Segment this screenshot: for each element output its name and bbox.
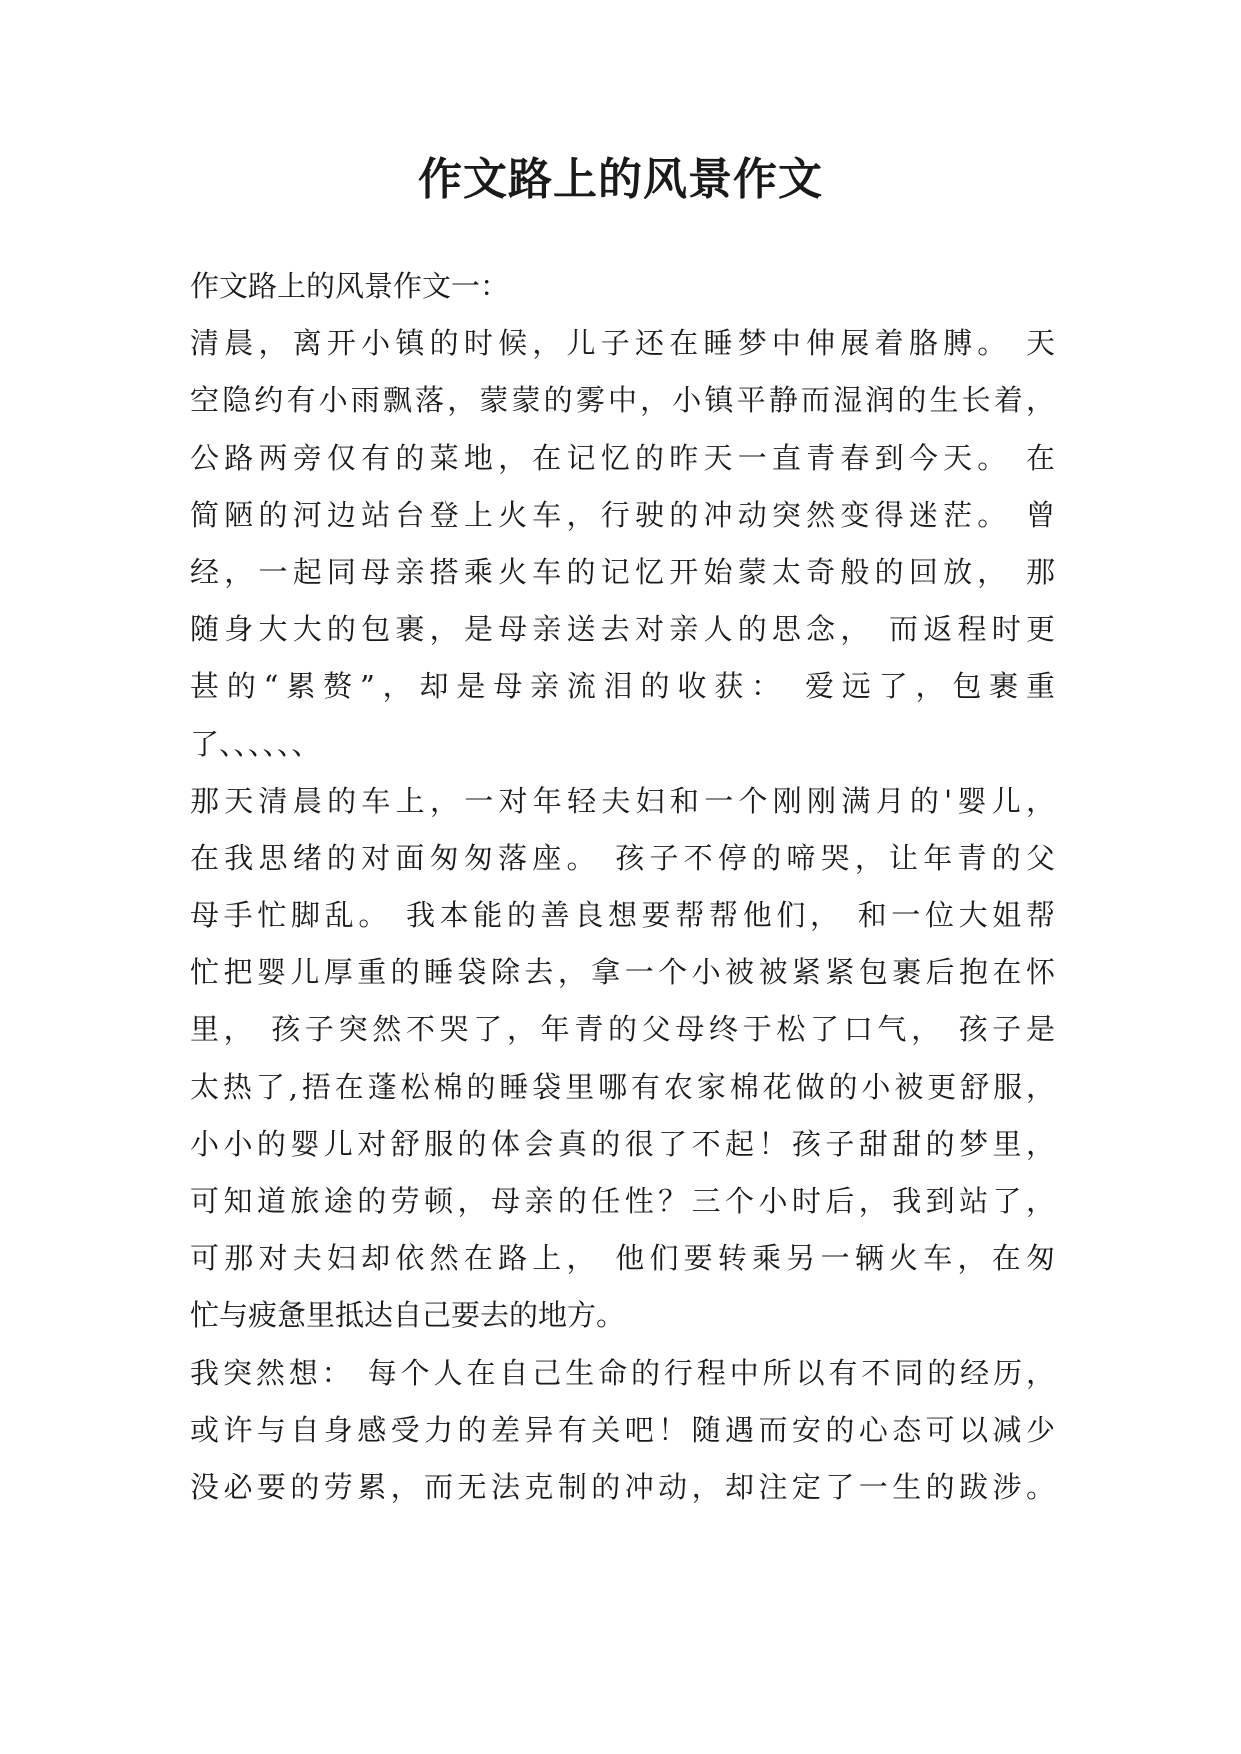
text-line: 了、、、、、、 — [190, 726, 321, 761]
text-line: 小小的婴儿对舒服的体会真的很了不起！孩子甜甜的梦里， — [190, 1126, 1055, 1161]
document-body — [190, 258, 1055, 1516]
text-line: 可那对夫妇却依然在路上， 他们要转乘另一辆火车，在匆 — [190, 1241, 1055, 1276]
text-line: 清晨，离开小镇的时候，儿子还在睡梦中伸展着胳膊。 天 — [190, 326, 1055, 361]
text-line: 或许与自身感受力的差异有关吧！随遇而安的心态可以减少 — [190, 1412, 1055, 1447]
text-line: 忙与疲惫里抵达自己要去的地方。 — [190, 1298, 626, 1333]
text-line: 作文路上的风景作文一： — [190, 269, 510, 303]
text-line: 简陋的河边站台登上火车，行驶的冲动突然变得迷茫。 曾 — [190, 497, 1055, 532]
text-line: 太热了,捂在蓬松棉的睡袋里哪有农家棉花做的小被更舒服， — [190, 1069, 1055, 1104]
text-line: 母手忙脚乱。 我本能的善良想要帮帮他们， 和一位大姐帮 — [190, 898, 1055, 933]
text-line: 里， 孩子突然不哭了，年青的父母终于松了口气， 孩子是 — [190, 1012, 1055, 1047]
text-line: 可知道旅途的劳顿，母亲的任性？三个小时后，我到站了， — [190, 1184, 1055, 1218]
text-line: 甚的“累赘”，却是母亲流泪的收获： 爱远了，包裹重 — [190, 669, 1055, 704]
text-line: 公路两旁仅有的菜地，在记忆的昨天一直青春到今天。 在 — [190, 440, 1055, 475]
text-line: 我突然想： 每个人在自己生命的行程中所以有不同的经历， — [190, 1355, 1055, 1390]
text-line: 那天清晨的车上，一对年轻夫妇和一个刚刚满月的'婴儿， — [190, 783, 1055, 818]
document-title: 作文路上的风景作文 — [418, 154, 823, 205]
text-line: 忙把婴儿厚重的睡袋除去，拿一个小被被紧紧包裹后抱在怀 — [190, 955, 1055, 990]
text-line: 没必要的劳累，而无法克制的冲动，却注定了一生的跋涉。 — [190, 1469, 1055, 1504]
text-line: 在我思绪的对面匆匆落座。 孩子不停的啼哭，让年青的父 — [190, 840, 1055, 875]
text-line: 空隐约有小雨飘落，蒙蒙的雾中，小镇平静而湿润的生长着， — [190, 383, 1055, 418]
text-line: 经，一起同母亲搭乘火车的记忆开始蒙太奇般的回放， 那 — [190, 554, 1055, 589]
text-line: 随身大大的包裹，是母亲送去对亲人的思念， 而返程时更 — [190, 612, 1055, 647]
